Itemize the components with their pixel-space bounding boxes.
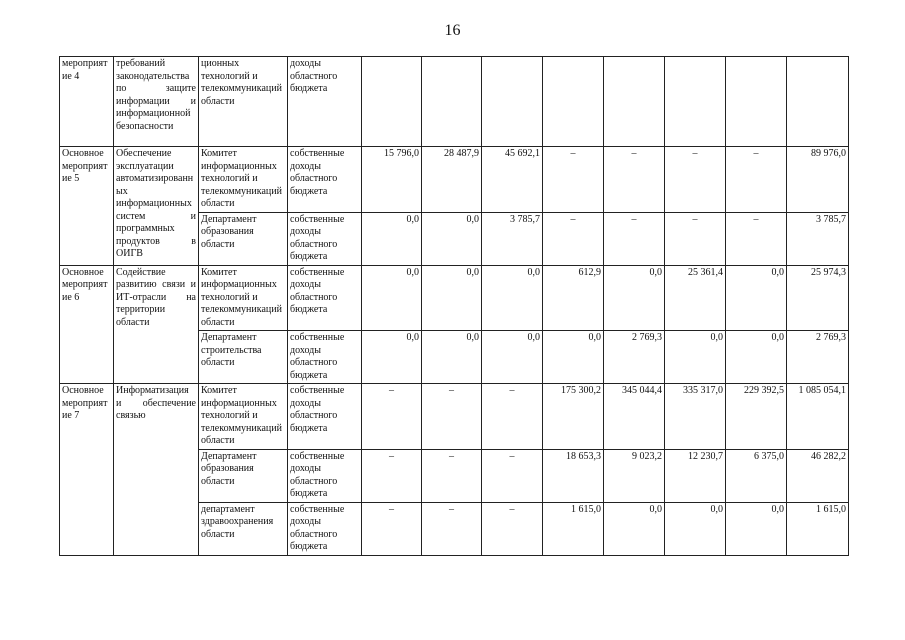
value-cell bbox=[482, 57, 543, 147]
value-cell bbox=[604, 57, 665, 147]
value-cell: 229 392,5 bbox=[726, 384, 787, 450]
value-cell: 0,0 bbox=[665, 502, 726, 555]
value-cell: 0,0 bbox=[726, 331, 787, 384]
value-cell: 1 615,0 bbox=[543, 502, 604, 555]
value-cell: 25 361,4 bbox=[665, 265, 726, 331]
funding-source-cell: собственные доходы областного бюджета bbox=[288, 265, 362, 331]
value-cell: 0,0 bbox=[362, 212, 422, 265]
value-cell: 2 769,3 bbox=[604, 331, 665, 384]
value-cell: – bbox=[422, 449, 482, 502]
value-cell bbox=[787, 57, 849, 147]
value-cell: 0,0 bbox=[543, 331, 604, 384]
value-cell bbox=[665, 57, 726, 147]
value-cell bbox=[543, 57, 604, 147]
event-name-cell: требований законодательства по защите информации и информационной безопасности bbox=[114, 57, 199, 147]
event-cell: мероприятие 4 bbox=[60, 57, 114, 147]
value-cell: 9 023,2 bbox=[604, 449, 665, 502]
event-cell: Основное мероприятие 7 bbox=[60, 384, 114, 556]
value-cell: – bbox=[362, 502, 422, 555]
value-cell: – bbox=[726, 147, 787, 213]
funding-source-cell: собственные доходы областного бюджета bbox=[288, 147, 362, 213]
value-cell: 25 974,3 bbox=[787, 265, 849, 331]
executor-cell: департамент здравоохранения области bbox=[199, 502, 288, 555]
funding-source-cell: собственные доходы областного бюджета bbox=[288, 449, 362, 502]
event-cell: Основное мероприятие 5 bbox=[60, 147, 114, 266]
value-cell: 0,0 bbox=[422, 265, 482, 331]
value-cell: 15 796,0 bbox=[362, 147, 422, 213]
value-cell: 1 085 054,1 bbox=[787, 384, 849, 450]
event-cell: Основное мероприятие 6 bbox=[60, 265, 114, 384]
funding-source-cell: собственные доходы областного бюджета bbox=[288, 331, 362, 384]
value-cell: 175 300,2 bbox=[543, 384, 604, 450]
value-cell: – bbox=[362, 384, 422, 450]
value-cell: 0,0 bbox=[422, 212, 482, 265]
value-cell: 0,0 bbox=[604, 265, 665, 331]
page-number: 16 bbox=[444, 22, 461, 39]
value-cell: – bbox=[665, 147, 726, 213]
executor-cell: Департамент образования области bbox=[199, 212, 288, 265]
value-cell bbox=[422, 57, 482, 147]
value-cell: 0,0 bbox=[726, 265, 787, 331]
value-cell: 0,0 bbox=[422, 331, 482, 384]
budget-table bbox=[59, 56, 849, 556]
executor-cell: Комитет информационных технологий и телекоммуникаций области bbox=[199, 384, 288, 450]
value-cell: 345 044,4 bbox=[604, 384, 665, 450]
value-cell: 0,0 bbox=[726, 502, 787, 555]
executor-cell: Департамент строительства области bbox=[199, 331, 288, 384]
event-name-cell: Информатизация и обеспечение связью bbox=[114, 384, 199, 556]
value-cell: 0,0 bbox=[604, 502, 665, 555]
value-cell bbox=[362, 57, 422, 147]
value-cell: – bbox=[543, 147, 604, 213]
value-cell: – bbox=[422, 502, 482, 555]
value-cell: 89 976,0 bbox=[787, 147, 849, 213]
value-cell: 0,0 bbox=[362, 331, 422, 384]
value-cell: 0,0 bbox=[482, 331, 543, 384]
table-row bbox=[60, 147, 849, 213]
value-cell: – bbox=[604, 147, 665, 213]
value-cell: – bbox=[362, 449, 422, 502]
value-cell: 46 282,2 bbox=[787, 449, 849, 502]
executor-cell: ционных технологий и телекоммуникаций области bbox=[199, 57, 288, 147]
value-cell: 3 785,7 bbox=[787, 212, 849, 265]
value-cell: – bbox=[422, 384, 482, 450]
funding-source-cell: собственные доходы областного бюджета bbox=[288, 212, 362, 265]
executor-cell: Комитет информационных технологий и телекоммуникаций области bbox=[199, 147, 288, 213]
table-row bbox=[60, 57, 849, 147]
value-cell: – bbox=[665, 212, 726, 265]
value-cell: – bbox=[482, 449, 543, 502]
funding-source-cell: собственные доходы областного бюджета bbox=[288, 502, 362, 555]
value-cell bbox=[726, 57, 787, 147]
value-cell: 2 769,3 bbox=[787, 331, 849, 384]
value-cell: – bbox=[482, 384, 543, 450]
value-cell: 0,0 bbox=[665, 331, 726, 384]
value-cell: 18 653,3 bbox=[543, 449, 604, 502]
value-cell: – bbox=[543, 212, 604, 265]
value-cell: – bbox=[604, 212, 665, 265]
value-cell: 0,0 bbox=[482, 265, 543, 331]
value-cell: 335 317,0 bbox=[665, 384, 726, 450]
value-cell: 12 230,7 bbox=[665, 449, 726, 502]
event-name-cell: Содействие развитию связи и ИТ-отрасли на территории области bbox=[114, 265, 199, 384]
value-cell: 6 375,0 bbox=[726, 449, 787, 502]
value-cell: 1 615,0 bbox=[787, 502, 849, 555]
value-cell: – bbox=[482, 502, 543, 555]
value-cell: 0,0 bbox=[362, 265, 422, 331]
executor-cell: Комитет информационных технологий и телекоммуникаций области bbox=[199, 265, 288, 331]
table-row bbox=[60, 265, 849, 331]
value-cell: 612,9 bbox=[543, 265, 604, 331]
table-row bbox=[60, 384, 849, 450]
value-cell: 28 487,9 bbox=[422, 147, 482, 213]
funding-source-cell: доходы областного бюджета bbox=[288, 57, 362, 147]
funding-source-cell: собственные доходы областного бюджета bbox=[288, 384, 362, 450]
executor-cell: Департамент образования области bbox=[199, 449, 288, 502]
event-name-cell: Обеспечение эксплуатации автоматизированных информационных систем и программных продуктов в ОИГВ bbox=[114, 147, 199, 266]
value-cell: – bbox=[726, 212, 787, 265]
value-cell: 3 785,7 bbox=[482, 212, 543, 265]
value-cell: 45 692,1 bbox=[482, 147, 543, 213]
